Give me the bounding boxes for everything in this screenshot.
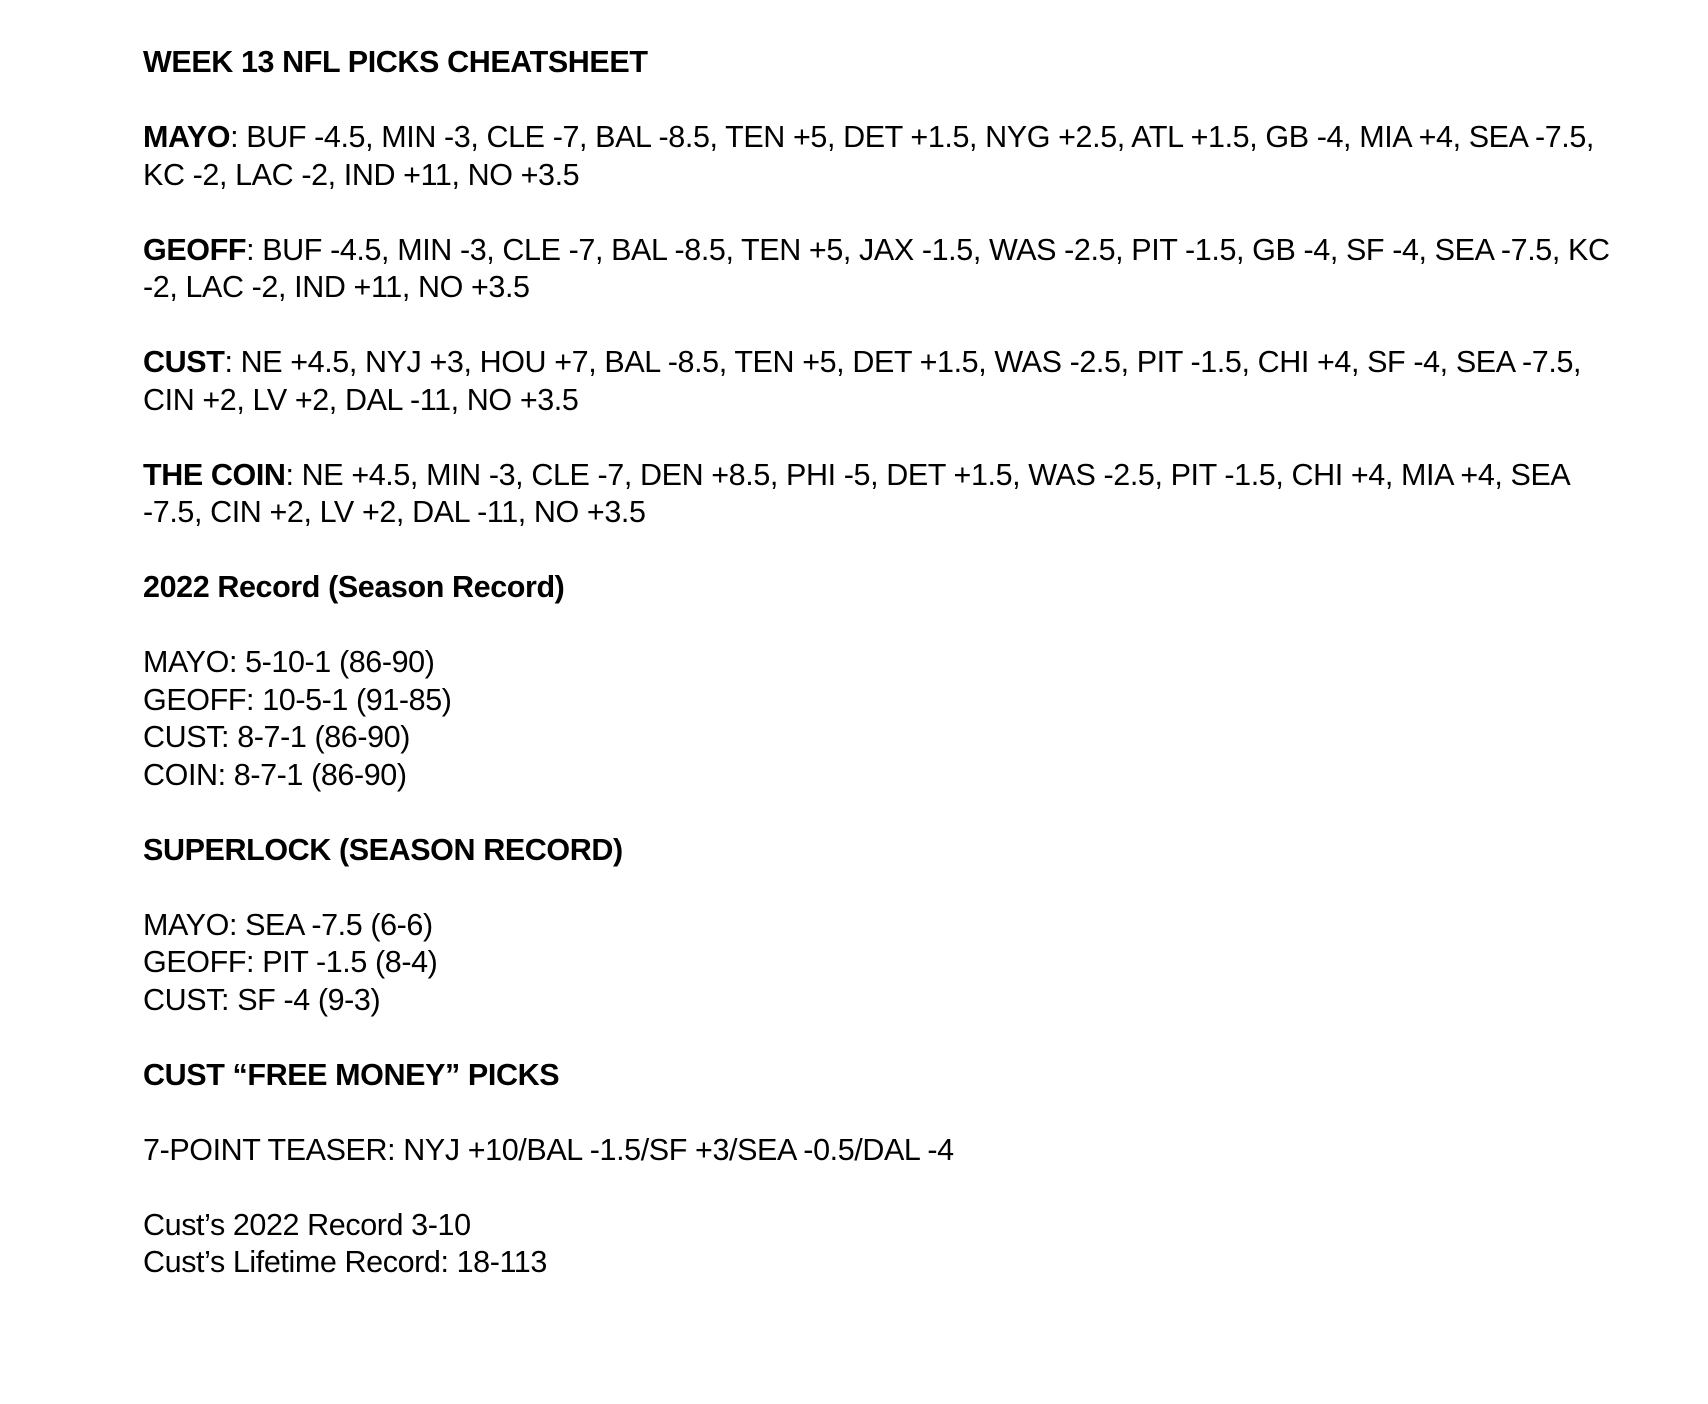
picker-name: MAYO	[143, 120, 231, 154]
picks-cust	[143, 344, 1633, 419]
picks-list: : BUF -4.5, MIN -3, CLE -7, BAL -8.5, TEN +5, DET +1.5, NYG +2.5, ATL +1.5, GB -4, MIA +4, SEA -7.5, KC -2, LAC -2, IND +11, NO +3.5	[143, 120, 1594, 192]
picks-list: : NE +4.5, MIN -3, CLE -7, DEN +8.5, PHI -5, DET +1.5, WAS -2.5, PIT -1.5, CHI +4, MIA +4, SEA -7.5, CIN +2, LV +2, DAL -11, NO +3.5	[143, 457, 1569, 529]
superlock-row: MAYO: SEA -7.5 (6-6)	[143, 907, 433, 942]
document-body	[143, 44, 1633, 1319]
superlock-list	[143, 907, 1633, 1020]
picks-the-coin	[143, 457, 1633, 532]
season-record-row: GEOFF: 10-5-1 (91-85)	[143, 682, 452, 717]
season-record-row: CUST: 8-7-1 (86-90)	[143, 720, 410, 754]
superlock-row: GEOFF: PIT -1.5 (8-4)	[143, 945, 438, 979]
free-money-heading: CUST “FREE MONEY” PICKS	[143, 1057, 560, 1092]
superlock-heading: SUPERLOCK (SEASON RECORD)	[143, 832, 623, 867]
picks-geoff	[143, 232, 1633, 307]
picker-name: CUST	[143, 345, 225, 379]
season-record-list	[143, 644, 1633, 794]
cust-records	[143, 1207, 1633, 1282]
season-record-heading: 2022 Record (Season Record)	[143, 570, 565, 604]
picks-list: : BUF -4.5, MIN -3, CLE -7, BAL -8.5, TEN +5, JAX -1.5, WAS -2.5, PIT -1.5, GB -4, SF -4, SEA -7.5, KC -2, LAC -2, IND +11, NO +3.5	[143, 232, 1610, 304]
picks-list: : NE +4.5, NYJ +3, HOU +7, BAL -8.5, TEN +5, DET +1.5, WAS -2.5, PIT -1.5, CHI +4, SF -4, SEA -7.5, CIN +2, LV +2, DAL -11, NO +3.5	[143, 345, 1582, 417]
picker-name: GEOFF	[143, 232, 247, 267]
picker-name: THE COIN	[143, 457, 286, 492]
picks-mayo	[143, 119, 1633, 194]
cust-record-row: Cust’s 2022 Record 3-10	[143, 1207, 471, 1242]
season-record-row: MAYO: 5-10-1 (86-90)	[143, 645, 435, 679]
cust-record-row: Cust’s Lifetime Record: 18-113	[143, 1245, 547, 1279]
superlock-row: CUST: SF -4 (9-3)	[143, 982, 381, 1017]
teaser-pick: 7-POINT TEASER: NYJ +10/BAL -1.5/SF +3/SEA -0.5/DAL -4	[143, 1132, 954, 1167]
page-title: WEEK 13 NFL PICKS CHEATSHEET	[143, 45, 648, 79]
season-record-row: COIN: 8-7-1 (86-90)	[143, 757, 407, 792]
